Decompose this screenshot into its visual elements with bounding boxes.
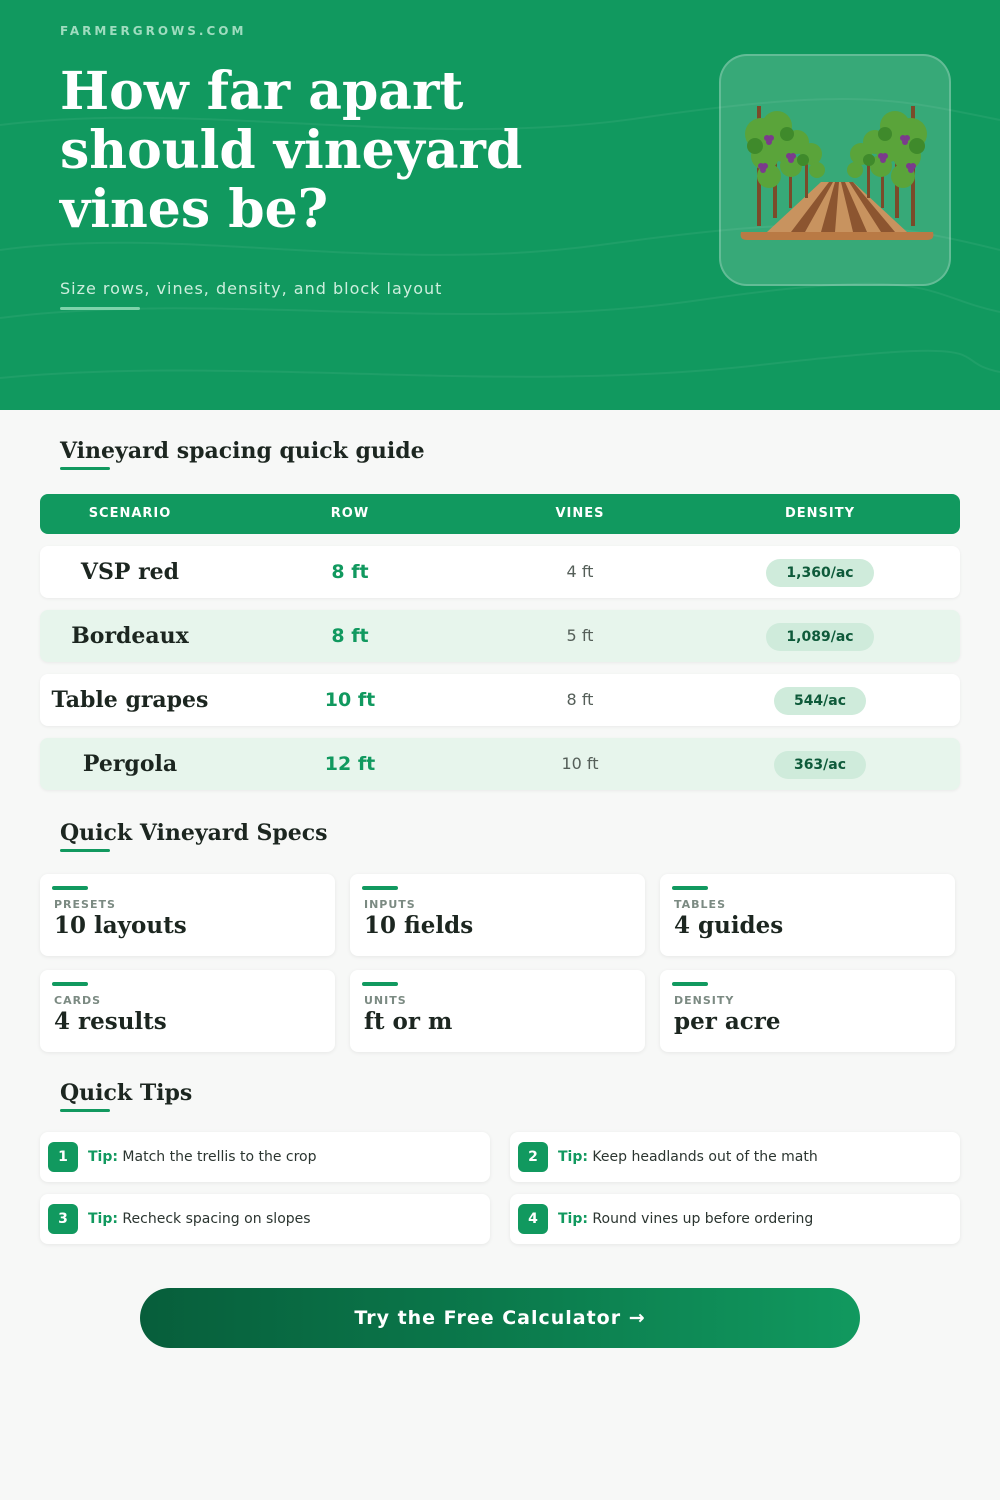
vine-spacing-cell: 8 ft (566, 690, 594, 709)
density-badge: 544/ac (774, 687, 866, 715)
tip-prefix: Tip: (558, 1211, 588, 1227)
tip-number-badge: 3 (48, 1204, 78, 1234)
density-badge: 1,360/ac (766, 559, 873, 587)
card-value: 10 layouts (54, 912, 187, 939)
card-label: TABLES (674, 898, 726, 911)
tip-card (40, 1194, 490, 1244)
tip-number-badge: 1 (48, 1142, 78, 1172)
hero-subtitle: Size rows, vines, density, and block layout (60, 279, 443, 298)
specs-title: Quick Vineyard Specs (60, 820, 328, 846)
vine-spacing-cell: 4 ft (566, 562, 594, 581)
tip-card (510, 1194, 960, 1244)
row-spacing-cell: 10 ft (324, 689, 376, 711)
scenario-cell: Table grapes (51, 687, 209, 713)
header-row: ROW (330, 506, 370, 521)
tip-text (558, 1132, 818, 1182)
header-density: DENSITY (784, 506, 856, 521)
table-row (40, 610, 960, 662)
table-row (40, 546, 960, 598)
tip-body: Match the trellis to the crop (122, 1149, 317, 1165)
density-cell (740, 610, 900, 662)
vineyard-illustration (719, 54, 951, 286)
vine-spacing-cell: 10 ft (561, 754, 599, 773)
density-cell (740, 674, 900, 726)
card-value: 10 fields (364, 912, 474, 939)
page-title: How far apart should vineyard vines be? (60, 61, 523, 240)
card-value: 4 guides (674, 912, 784, 939)
card-accent-bar (52, 886, 88, 890)
tip-body: Recheck spacing on slopes (122, 1211, 311, 1227)
specs-title-underline (60, 849, 110, 852)
hero-underline (60, 307, 140, 310)
spec-card-cards (40, 970, 335, 1052)
tip-prefix: Tip: (88, 1211, 118, 1227)
brand-name: FARMERGROWS.COM (60, 24, 247, 38)
tip-number-badge: 2 (518, 1142, 548, 1172)
spec-card-density (660, 970, 955, 1052)
scenario-cell: VSP red (80, 559, 180, 585)
card-label: INPUTS (364, 898, 416, 911)
card-accent-bar (672, 982, 708, 986)
density-cell (740, 546, 900, 598)
card-value: per acre (674, 1008, 781, 1035)
row-spacing-cell: 8 ft (331, 625, 369, 647)
density-badge: 1,089/ac (766, 623, 873, 651)
card-accent-bar (362, 886, 398, 890)
table-header (40, 494, 960, 534)
tip-text (88, 1194, 311, 1244)
header-scenario: SCENARIO (88, 506, 172, 521)
row-spacing-cell: 12 ft (324, 753, 376, 775)
hero-banner (0, 0, 1000, 410)
tip-card (510, 1132, 960, 1182)
tip-body: Round vines up before ordering (592, 1211, 814, 1227)
guide-title: Vineyard spacing quick guide (60, 438, 425, 464)
scenario-cell: Bordeaux (71, 623, 189, 649)
try-calculator-button[interactable]: Try the Free Calculator → (140, 1288, 860, 1348)
card-accent-bar (52, 982, 88, 986)
row-spacing-cell: 8 ft (331, 561, 369, 583)
spec-card-tables (660, 874, 955, 956)
card-value: 4 results (54, 1008, 167, 1035)
tips-title-underline (60, 1109, 110, 1112)
tip-number-badge: 4 (518, 1204, 548, 1234)
tip-text (558, 1194, 813, 1244)
card-value: ft or m (364, 1008, 453, 1035)
spec-card-units (350, 970, 645, 1052)
table-row (40, 674, 960, 726)
card-label: UNITS (364, 994, 407, 1007)
scenario-cell: Pergola (82, 751, 178, 777)
card-label: CARDS (54, 994, 102, 1007)
tip-body: Keep headlands out of the math (592, 1149, 818, 1165)
spec-card-inputs (350, 874, 645, 956)
card-label: PRESETS (54, 898, 116, 911)
card-accent-bar (672, 886, 708, 890)
vine-spacing-cell: 5 ft (566, 626, 594, 645)
tip-prefix: Tip: (558, 1149, 588, 1165)
tip-card (40, 1132, 490, 1182)
card-accent-bar (362, 982, 398, 986)
density-cell (740, 738, 900, 790)
header-vines: VINES (555, 506, 605, 521)
density-badge: 363/ac (774, 751, 866, 779)
tip-prefix: Tip: (88, 1149, 118, 1165)
vineyard-rows-icon (721, 56, 953, 288)
tips-title: Quick Tips (60, 1080, 193, 1106)
spec-card-presets (40, 874, 335, 956)
card-label: DENSITY (674, 994, 735, 1007)
table-row (40, 738, 960, 790)
tip-text (88, 1132, 317, 1182)
guide-title-underline (60, 467, 110, 470)
